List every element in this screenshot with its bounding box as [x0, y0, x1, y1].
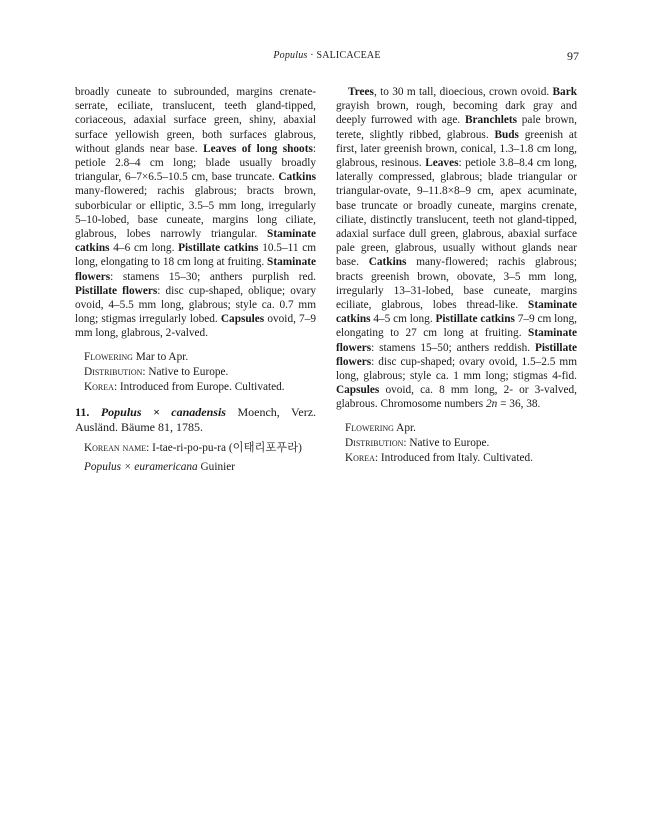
korea-value: Introduced from Italy. Cultivated. — [380, 451, 533, 464]
text-run: , to 30 m tall, dioecious, crown ovoid. — [373, 86, 553, 98]
right-flowering — [336, 421, 577, 436]
text-run: 4–5 cm long. — [370, 313, 436, 326]
header-genus: Populus — [273, 50, 308, 61]
text-run: : petiole 3.8–8.4 cm long, laterally compressed, glabrous; blade triangular or triangular-ovate, 9–11.8×8–9 cm, apex acuminate, base truncate or broadly cuneate, margins crenate, ciliate, distinctly translucent, teeth not gland-tipped, adaxial surface dull green, glabrous, abaxial surface pale green, glabrous, usually without glands near base. — [336, 157, 578, 269]
right-korea: Korea: Introduced from Italy. Cultivated. — [345, 451, 533, 464]
korean-name-label: Korean name — [84, 441, 147, 454]
entry-taxon: Populus × canadensis — [100, 404, 226, 419]
text-run: ovoid, 7–9 mm long, glabrous, 2-valved. — [75, 313, 316, 340]
entry-authority: Moench, Verz. Ausländ. Bäume 81, 1785. — [75, 404, 317, 434]
text-run: : stamens 15–50; anthers reddish. — [371, 341, 535, 354]
bold-term: Pistillate flowers — [75, 284, 158, 297]
flowering-value: Mar to Apr. — [135, 350, 189, 363]
bold-term: Staminate catkins — [336, 299, 577, 326]
bold-term: Pistillate catkins — [435, 313, 515, 326]
bold-term: Branchlets — [464, 114, 518, 127]
left-flowering — [75, 350, 316, 365]
text-run: 7–9 cm long, elongating to 27 cm long at fruiting. — [336, 313, 578, 340]
header-family: SALICACEAE — [316, 50, 381, 61]
text-run: 10.5–11 cm long, elongating to 18 cm long at fruiting. — [75, 242, 317, 269]
korea-label: Korea — [345, 451, 375, 464]
running-header — [75, 50, 579, 66]
bold-term: Leaves of long shoots — [203, 142, 313, 155]
italic-term: 2n — [485, 398, 498, 411]
right-distribution: Distribution: Native to Europe. — [345, 436, 490, 449]
text-run: grayish brown, rough, becoming dark gray and deeply furrowed with age. — [336, 100, 577, 127]
left-description — [75, 85, 316, 341]
distribution-value: Native to Europe. — [148, 365, 229, 378]
page-number: 97 — [567, 49, 579, 63]
bold-term: Staminate catkins — [75, 228, 316, 255]
text-run: greenish at first, later greenish brown, conical, 1.3–1.8 cm long, glabrous, resinous. — [336, 128, 577, 170]
text-run: pale brown, terete, slightly ribbed, glabrous. — [336, 114, 577, 141]
bold-term: Staminate flowers — [75, 256, 316, 283]
distribution-label: Distribution — [84, 365, 143, 378]
korean-name-value: I-tae-ri-po-pu-ra (이태리포푸라) — [152, 441, 302, 454]
left-korea: Korea: Introduced from Europe. Cultivated. — [84, 380, 285, 393]
korea-value: Introduced from Europe. Cultivated. — [119, 380, 285, 393]
korean-name-line: Korean name: I-tae-ri-po-pu-ra (이태리포푸라) — [84, 441, 302, 454]
bold-term: Trees — [348, 86, 374, 98]
running-head-title — [75, 50, 579, 61]
bold-term: Capsules — [220, 313, 265, 326]
bold-term: Pistillate catkins — [178, 242, 259, 255]
text-run: many-flowered; rachis glabrous; bracts brown, suborbicular or elliptic, 3.5–5 mm long, irregularly 5–10-lobed, base cuneate, margins long ciliate, glabrous, lobes narrowly triangular. — [75, 185, 316, 241]
bold-term: Buds — [494, 128, 519, 141]
left-distribution: Distribution: Native to Europe. — [84, 365, 229, 378]
text-run: : petiole 2.8–4 cm long; blade usually broadly triangular, 6–7×6.5–10.5 cm, base truncate. — [75, 142, 316, 184]
left-column — [75, 85, 316, 475]
distribution-label: Distribution — [345, 436, 404, 449]
text-run: broadly cuneate to subrounded, margins crenate-serrate, eciliate, translucent, teeth gland-tipped, coriaceous, adaxial surface green, shiny, abaxial surface yellowish green, both surfaces glabrous, without glands near base. — [75, 86, 316, 155]
right-column — [336, 85, 577, 466]
text-run: ovoid, ca. 8 mm long, 2- or 3-valved, glabrous. Chromosome numbers — [336, 384, 577, 411]
text-run: 4–6 cm long. — [109, 242, 179, 255]
bold-term: Leaves — [425, 157, 459, 170]
flowering-label: Flowering — [84, 350, 133, 363]
species-entry-heading — [75, 405, 316, 435]
bold-term: Catkins — [368, 256, 407, 269]
text-run: : stamens 15–30; anthers purplish red. — [110, 270, 316, 283]
text-run: : disc cup-shaped; ovary ovoid, 1.5–2.5 mm long, glabrous; style ca. 1 mm long; stigmas 4-fid. — [336, 355, 577, 383]
flowering-label: Flowering — [345, 421, 394, 434]
header-separator: · — [307, 50, 317, 61]
flowering-value: Apr. — [396, 421, 416, 434]
distribution-value: Native to Europe. — [409, 436, 490, 449]
text-run: many-flowered; rachis glabrous; bracts greenish brown, obovate, 3–5 mm long, irregularly 13–31-lobed, base cuneate, margins eciliate, glabrous, lobes thread-like. — [336, 256, 577, 312]
bold-term: Bark — [552, 86, 577, 98]
synonym-line — [75, 460, 316, 475]
bold-term: Staminate flowers — [336, 327, 577, 354]
korea-label: Korea — [84, 380, 114, 393]
entry-number: 11. — [75, 404, 90, 419]
synonym-name: Populus × euramericana — [84, 460, 198, 473]
right-description — [336, 85, 577, 412]
text-run: = 36, 38. — [497, 398, 541, 411]
synonym-authority: Guinier — [200, 460, 236, 473]
text-run: : disc cup-shaped, oblique; ovary ovoid, 4–5.5 mm long, glabrous; style ca. 0.7 mm long; stigmas irregularly lobed. — [75, 284, 316, 326]
bold-term: Catkins — [278, 171, 316, 184]
bold-term: Pistillate flowers — [336, 341, 577, 368]
bold-term: Capsules — [336, 384, 380, 397]
